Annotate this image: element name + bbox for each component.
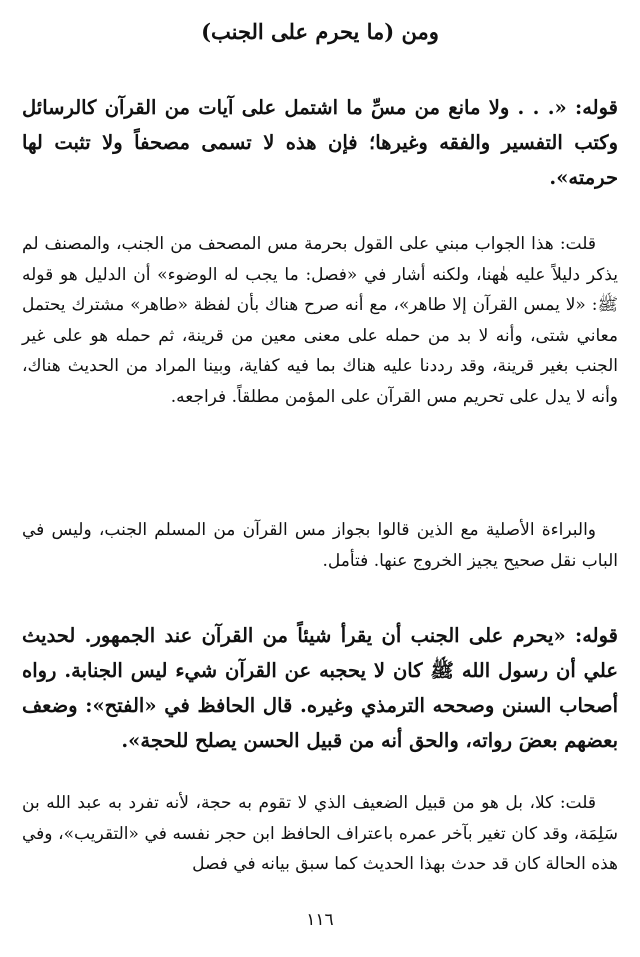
- section-heading: ومن (ما يحرم على الجنب): [201, 19, 439, 44]
- comment-paragraph-3: [22, 788, 618, 880]
- paragraph-text: والبراءة الأصلية مع الذين قالوا بجواز مس القرآن من المسلم الجنب، وليس في الباب نقل صحيح يجيز الخروج عنها. فتأمل.: [22, 520, 618, 571]
- paragraph-label: قوله:: [575, 624, 618, 647]
- paragraph-label: قلت:: [559, 793, 596, 813]
- paragraph-text: كلا، بل هو من قبيل الضعيف الذي لا تقوم به حجة، لأنه تفرد به عبد الله بن سَلِمَة، وقد كان تغير بآخر عمره باعتراف الحافظ ابن حجر نفسه في «التقريب»، وفي هذه الحالة كان قد حدث بهذا الحديث كما سبق بيانه في فصل: [22, 793, 618, 874]
- paragraph-label: قوله:: [575, 96, 618, 119]
- paragraph-text: هذا الجواب مبني على القول بحرمة مس المصحف من الجنب، والمصنف لم يذكر دليلاً عليه هٰهنا، ولكنه أشار في «فصل: ما يجب له الوضوء» أن الدليل هو قوله ﷺ: «لا يمس القرآن إلا طاهر»، مع أنه صرح هناك بأن لفظة «طاهر» مشترك يحتمل معاني شتى، وأنه لا بد من حمله على معنى معين من قرينة، ثم حمله هو على غير الجنب بغير قرينة، وقد رددنا عليه هناك بما فيه كفاية، وبينا المراد من الحديث هناك، وأنه لا يدل على تحريم مس القرآن على المؤمن مطلقاً. فراجعه.: [22, 234, 618, 407]
- comment-paragraph-1: [22, 229, 618, 412]
- quote-paragraph-1: [22, 90, 618, 195]
- paragraph-text: «. . . ولا مانع من مسِّ ما اشتمل على آيات من القرآن كالرسائل وكتب التفسير والفقه وغيرها؛ فإن هذه لا تسمى مصحفاً ولا تثبت لها حرمته».: [22, 96, 618, 189]
- quote-paragraph-2: [22, 618, 618, 758]
- comment-paragraph-2: [22, 515, 618, 576]
- paragraph-text: «يحرم على الجنب أن يقرأ شيئاً من القرآن عند الجمهور. لحديث علي أن رسول الله ﷺ كان لا يحجبه عن القرآن شيء ليس الجنابة. رواه أصحاب السنن وصححه الترمذي وغيره. قال الحافظ في «الفتح»: وضعف بعضهم بعضَ رواته، والحق أنه من قبيل الحسن يصلح للحجة».: [22, 624, 618, 752]
- page-number: ١١٦: [306, 910, 334, 930]
- paragraph-label: قلت:: [559, 234, 596, 254]
